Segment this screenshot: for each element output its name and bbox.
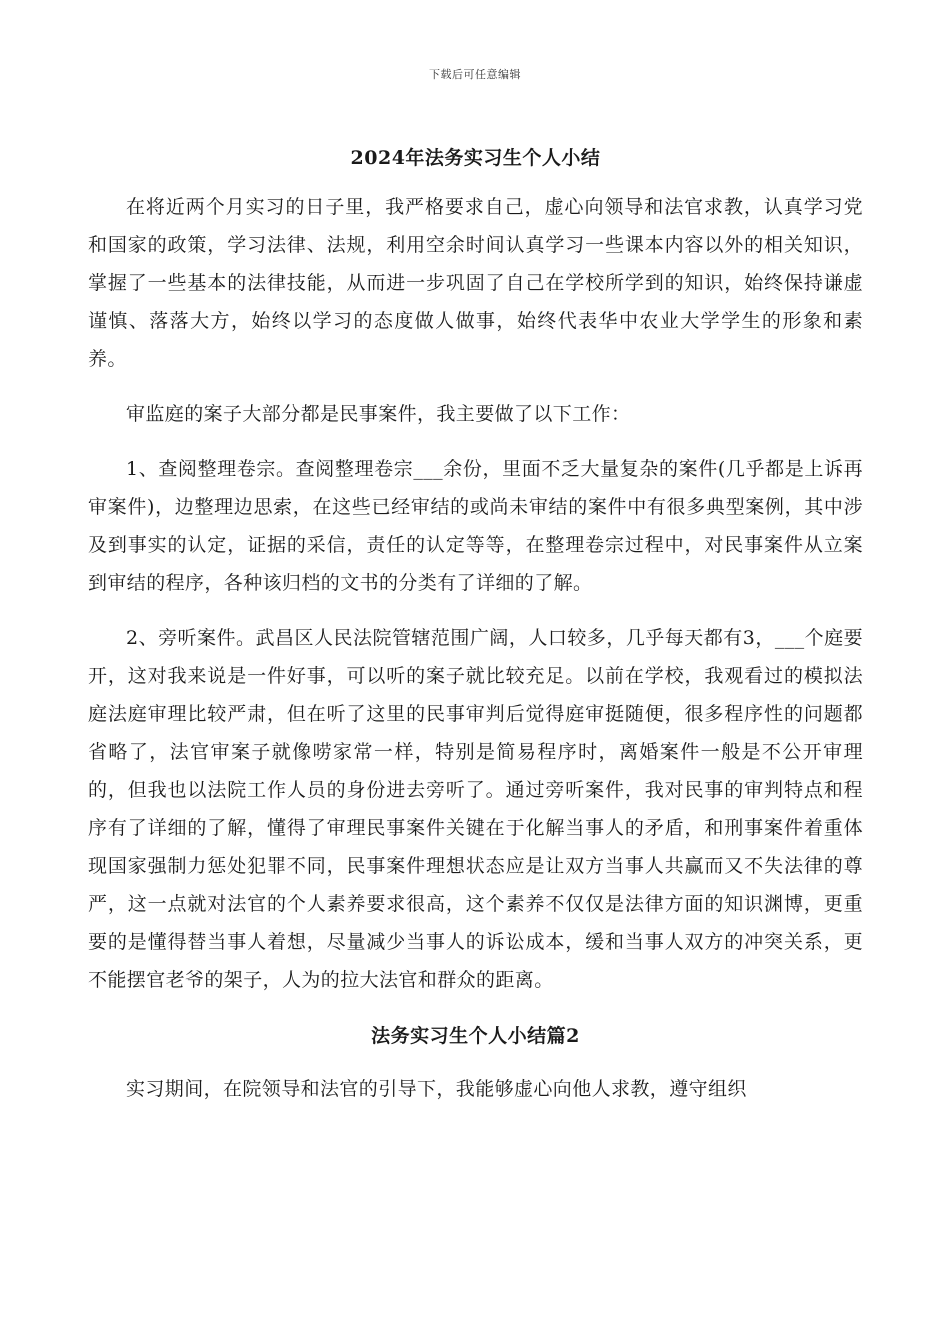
paragraph-intro: 在将近两个月实习的日子里，我严格要求自己，虚心向领导和法官求教，认真学习党和国家的政策，学习法律、法规，利用空余时间认真学习一些课本内容以外的相关知识，掌握了一些基本的法律技能，从而进一步巩固了自己在学校所学到的知识，始终保持谦虚谨慎、落落大方，始终以学习的态度做人做事，始终代表华中农业大学学生的形象和素养。 <box>88 196 863 370</box>
document-body <box>88 128 863 1125</box>
document-title: 2024年法务实习生个人小结 <box>350 147 601 169</box>
paragraph-item-2: 2、旁听案件。武昌区人民法院管辖范围广阔，人口较多，几乎每天都有3，___个庭要开，这对我来说是一件好事，可以听的案子就比较充足。以前在学校，我观看过的模拟法庭法庭审理比较严肃，但在听了这里的民事审判后觉得庭审挺随便，很多程序性的问题都省略了，法官审案子就像唠家常一样，特别是简易程序时，离婚案件一般是不公开审理的，但我也以法院工作人员的身份进去旁听了。通过旁听案件，我对民事的审判特点和程序有了详细的了解，懂得了审理民事案件关键在于化解当事人的矛盾，和刑事案件着重体现国家强制力惩处犯罪不同，民事案件理想状态应是让双方当事人共赢而又不失法律的尊严，这一点就对法官的个人素养要求很高，这个素养不仅仅是法律方面的知识渊博，更重要的是懂得替当事人着想，尽量减少当事人的诉讼成本，缓和当事人双方的冲突关系，更不能摆官老爷的架子，人为的拉大法官和群众的距离。 <box>88 627 863 991</box>
paragraph-work-summary: 审监庭的案子大部分都是民事案件，我主要做了以下工作： <box>126 403 631 425</box>
paragraph-item-1: 1、查阅整理卷宗。查阅整理卷宗___余份，里面不乏大量复杂的案件(几乎都是上诉再审案件)，边整理边思索，在这些已经审结的或尚未审结的案件中有很多典型案例，其中涉及到事实的认定，证据的采信，责任的认定等等，在整理卷宗过程中，对民事案件从立案到审结的程序，各种该归档的文书的分类有了详细的了解。 <box>88 458 863 594</box>
section-2-title: 法务实习生个人小结篇2 <box>371 1025 580 1047</box>
page-header-note: 下载后可任意编辑 <box>429 68 521 81</box>
section-2-paragraph: 实习期间，在院领导和法官的引导下，我能够虚心向他人求教，遵守组织 <box>126 1078 747 1100</box>
